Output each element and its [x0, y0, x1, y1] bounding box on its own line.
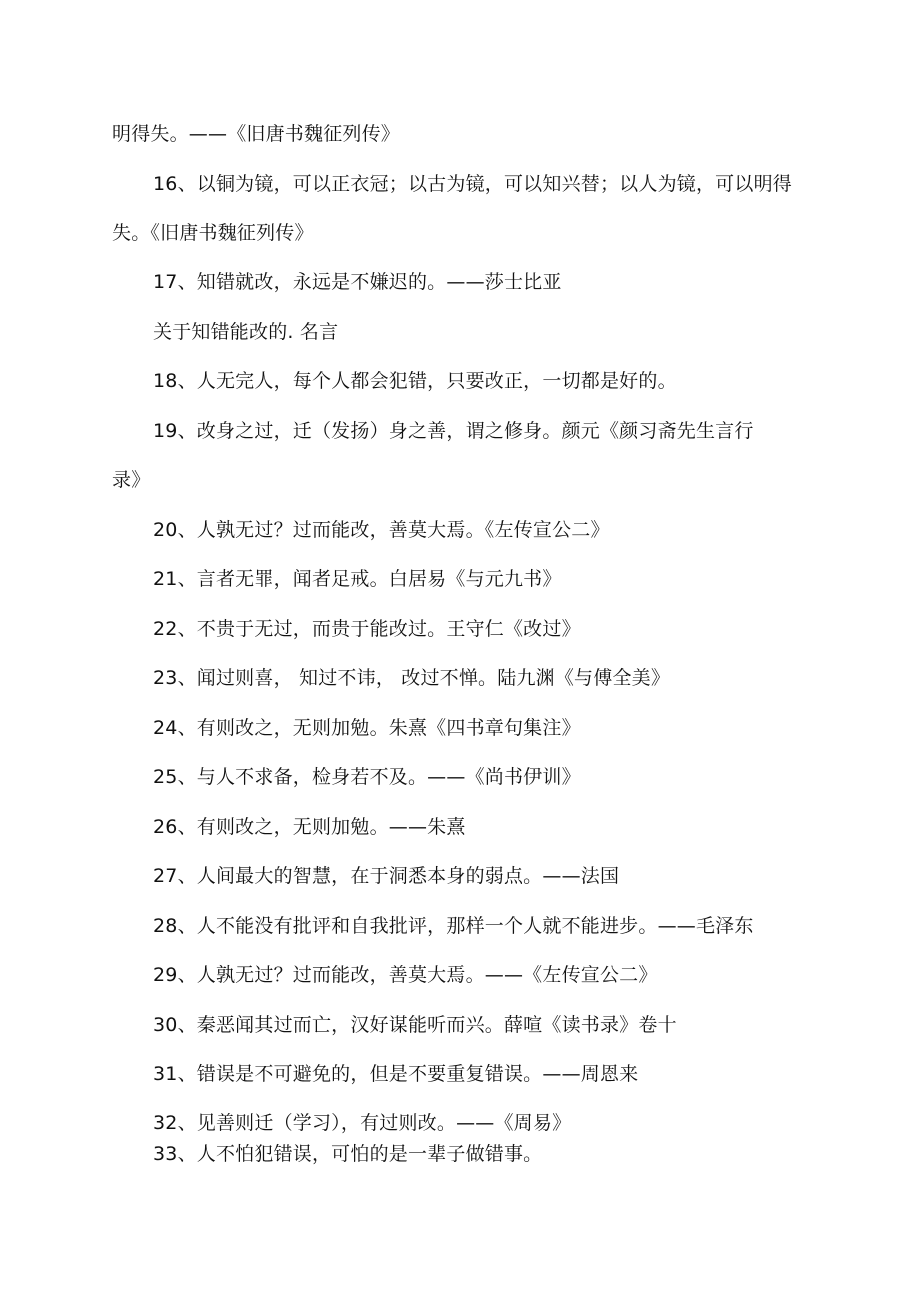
text-line-8: 录》 [112, 469, 151, 491]
text-line-3: 失。《旧唐书魏征列传》 [112, 222, 314, 244]
text-line-7: 19、改身之过，迁（发扬）身之善，谓之修身。颜元《颜习斋先生言行 [153, 420, 754, 442]
text-line-22: 33、人不怕犯错误，可怕的是一辈子做错事。 [153, 1143, 543, 1165]
text-line-9: 20、人孰无过？过而能改，善莫大焉。《左传宣公二》 [153, 519, 610, 541]
text-line-16: 27、人间最大的智慧，在于洞悉本身的弱点。——法国 [153, 865, 620, 887]
text-line-11: 22、不贵于无过，而贵于能改过。王守仁《改过》 [153, 618, 581, 640]
section-heading: 关于知错能改的. 名言 [153, 321, 339, 343]
text-line-17: 28、人不能没有批评和自我批评，那样一个人就不能进步。——毛泽东 [153, 915, 754, 937]
text-line-19: 30、秦恶闻其过而亡，汉好谋能听而兴。薛喧《读书录》卷十 [153, 1014, 677, 1036]
text-line-15: 26、有则改之，无则加勉。——朱熹 [153, 816, 466, 838]
text-line-20: 31、错误是不可避免的，但是不要重复错误。——周恩来 [153, 1063, 639, 1085]
text-line-6: 18、人无完人，每个人都会犯错，只要改正，一切都是好的。 [153, 370, 677, 392]
text-line-14: 25、与人不求备，检身若不及。——《尚书伊训》 [153, 766, 581, 788]
text-line-4: 17、知错就改，永远是不嫌迟的。——莎士比亚 [153, 271, 562, 293]
text-line-18: 29、人孰无过？过而能改，善莫大焉。——《左传宣公二》 [153, 964, 658, 986]
text-line-10: 21、言者无罪，闻者足戒。白居易《与元九书》 [153, 568, 562, 590]
text-line-13: 24、有则改之，无则加勉。朱熹《四书章句集注》 [153, 717, 581, 739]
text-line-2: 16、以铜为镜，可以正衣冠；以古为镜，可以知兴替；以人为镜，可以明得 [153, 173, 792, 195]
text-line-12: 23、闻过则喜， 知过不讳， 改过不惮。陆九渊《与傅全美》 [153, 667, 671, 689]
text-line-21: 32、见善则迁（学习），有过则改。——《周易》 [153, 1112, 572, 1134]
text-line-1: 明得失。——《旧唐书魏征列传》 [112, 123, 401, 145]
